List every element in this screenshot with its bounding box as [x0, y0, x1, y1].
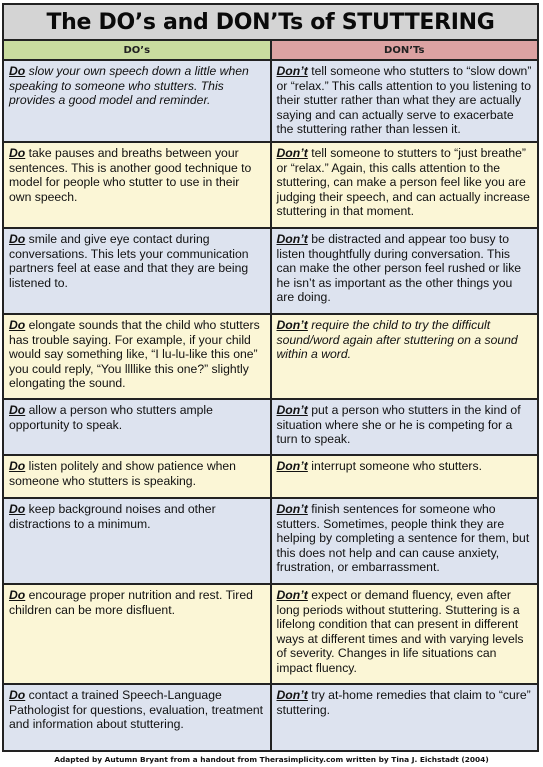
- table-row: [4, 585, 537, 685]
- table-row: [4, 229, 537, 315]
- do-keyword: Do: [9, 146, 26, 160]
- dont-text: be distracted and appear too busy to listen thoughtfully during conversation. This can make the other person feel rushed or like he isn’t as important as the other things you are doing.: [276, 232, 522, 305]
- table-row: [4, 685, 537, 750]
- dont-text: tell someone to stutters to “just breathe” or “relax.” Again, this calls attention to the stuttering, can make a person feel like you are judging their speech, and can actually increase stuttering in that moment.: [276, 146, 530, 219]
- do-keyword: Do: [9, 64, 26, 78]
- dont-cell: [272, 229, 538, 313]
- do-cell: [4, 400, 272, 454]
- dont-cell: [272, 499, 538, 583]
- dont-cell: [272, 143, 538, 227]
- do-text: take pauses and breaths between your sentences. This is another good technique to model for people who stutter to use in their own speech.: [9, 146, 252, 204]
- do-cell: [4, 585, 272, 683]
- dont-cell: [272, 585, 538, 683]
- dont-keyword: Don’t: [276, 502, 308, 516]
- do-cell: [4, 456, 272, 497]
- do-text: smile and give eye contact during conversations. This lets your communication partners feel at ease and that they are being listened to.: [9, 232, 249, 290]
- table-body: [4, 61, 537, 750]
- do-text: keep background noises and other distractions to a minimum.: [9, 502, 216, 531]
- do-keyword: Do: [9, 403, 26, 417]
- dont-text: try at-home remedies that claim to “cure” stuttering.: [276, 688, 531, 717]
- do-keyword: Do: [9, 318, 26, 332]
- dont-keyword: Don’t: [276, 64, 308, 78]
- do-cell: [4, 685, 272, 750]
- dont-text: expect or demand fluency, even after long periods without stuttering. Stuttering is a lifelong condition that can present in different ways at different times and with varying levels of severity. Changes in life situations can impact fluency.: [276, 588, 524, 675]
- do-text: slow your own speech down a little when speaking to someone who stutters. This provides a good model and reminder.: [9, 64, 249, 108]
- table-row: [4, 456, 537, 499]
- do-text: elongate sounds that the child who stutters has trouble saying. For example, if your child would say something like, “I lu-lu-like this one” you could reply, “You llllike this one?” slightly elongating the sound.: [9, 318, 260, 391]
- do-keyword: Do: [9, 459, 26, 473]
- dont-keyword: Don’t: [276, 688, 308, 702]
- dont-keyword: Don’t: [276, 146, 308, 160]
- do-keyword: Do: [9, 232, 26, 246]
- page-title: The DO’s and DON’Ts of STUTTERING: [4, 5, 537, 41]
- column-header-row: [4, 41, 537, 61]
- dont-keyword: Don’t: [276, 588, 308, 602]
- dont-cell: [272, 400, 538, 454]
- dont-keyword: Don’t: [276, 403, 308, 417]
- do-cell: [4, 143, 272, 227]
- dont-text: finish sentences for someone who stutters. Sometimes, people think they are helping by completing a sentence for them, but this does not help and can cause anxiety, frustration, or embarrassment.: [276, 502, 530, 575]
- do-cell: [4, 61, 272, 141]
- dont-keyword: Don’t: [276, 318, 308, 332]
- table-row: [4, 315, 537, 400]
- dos-donts-sheet: [2, 3, 539, 752]
- dont-cell: [272, 61, 538, 141]
- dont-keyword: Don’t: [276, 232, 308, 246]
- table-row: [4, 61, 537, 143]
- dont-text: require the child to try the difficult sound/word again after stuttering on a sound within a word.: [276, 318, 518, 362]
- dont-text: put a person who stutters in the kind of situation where she or he is competing for a turn to speak.: [276, 403, 521, 447]
- dont-cell: [272, 456, 538, 497]
- do-text: allow a person who stutters ample opportunity to speak.: [9, 403, 213, 432]
- do-keyword: Do: [9, 588, 26, 602]
- table-row: [4, 499, 537, 585]
- table-row: [4, 143, 537, 229]
- dont-cell: [272, 685, 538, 750]
- do-text: encourage proper nutrition and rest. Tired children can be more disfluent.: [9, 588, 253, 617]
- dont-text: interrupt someone who stutters.: [307, 459, 482, 473]
- do-cell: [4, 315, 272, 398]
- do-text: contact a trained Speech-Language Pathologist for questions, evaluation, treatment and information about stuttering.: [9, 688, 264, 732]
- do-text: listen politely and show patience when someone who stutters is speaking.: [9, 459, 236, 488]
- do-keyword: Do: [9, 502, 26, 516]
- dont-text: tell someone who stutters to “slow down” or “relax.” This calls attention to you listening to their stutter rather than what they are actually saying and can actually serve to exacerbate the stuttering rather than lessen it.: [276, 64, 532, 137]
- attribution-footer: Adapted by Autumn Bryant from a handout from Therasimplicity.com written by Tina J. Eichstadt (2004): [54, 755, 489, 764]
- do-keyword: Do: [9, 688, 26, 702]
- do-cell: [4, 229, 272, 313]
- dos-column-header: DO’s: [4, 41, 272, 59]
- table-row: [4, 400, 537, 456]
- dont-keyword: Don’t: [276, 459, 308, 473]
- do-cell: [4, 499, 272, 583]
- donts-column-header: DON’Ts: [272, 41, 538, 59]
- dont-cell: [272, 315, 538, 398]
